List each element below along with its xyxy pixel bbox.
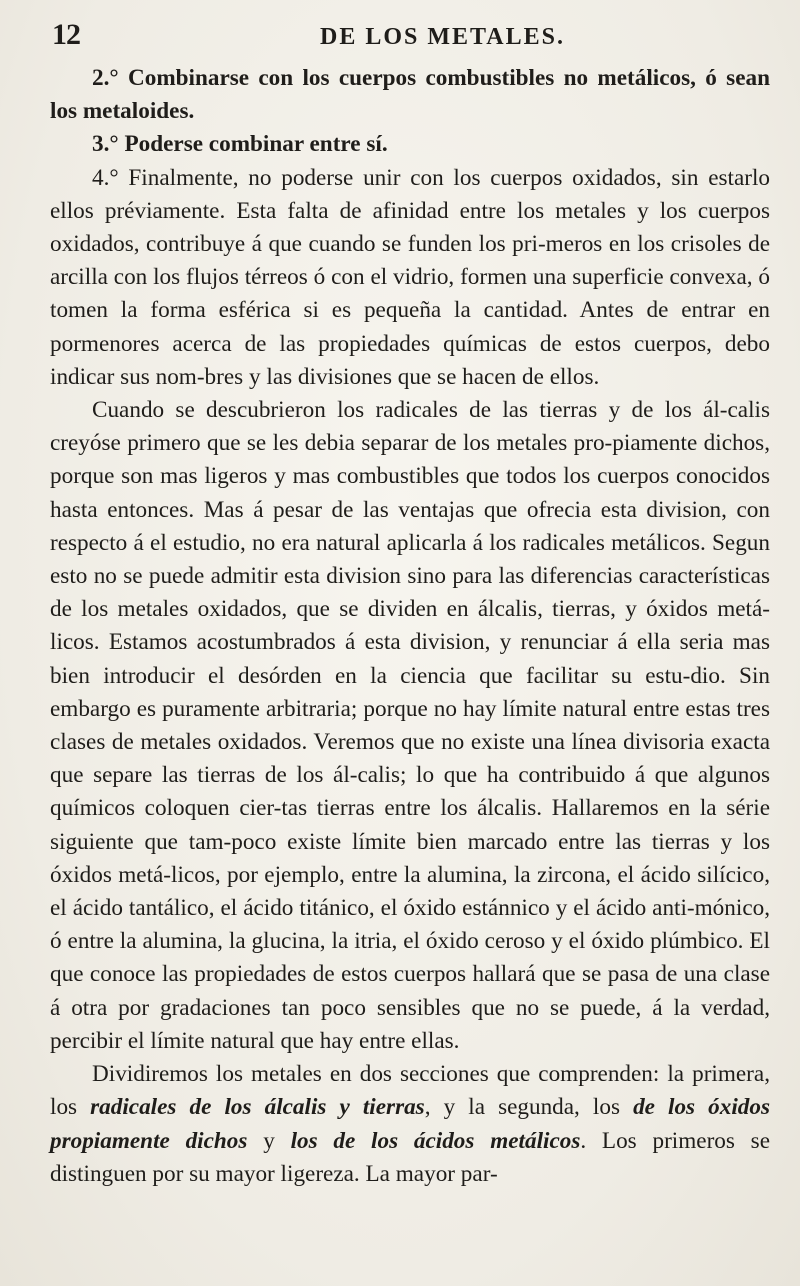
emphasis-radicales: radicales de los álcalis y tierras [90, 1094, 425, 1121]
body-text [50, 62, 770, 1191]
paragraph-divisions-text-2: , y la segunda, los [424, 1094, 634, 1121]
emphasis-oxidos: de los óxidos propiamente dichos [50, 1094, 770, 1154]
paragraph-divisions-text-1: Dividiremos los metales en dos secciones que comprenden: la primera, los [50, 1061, 770, 1121]
emphasis-acidos: los de los ácidos metálicos [290, 1127, 581, 1154]
running-title: DE LOS METALES. [320, 24, 565, 50]
paragraph-radicales: Cuando se descubrieron los radicales de las tierras y de los ál-calis creyóse primero que se les debia separar de los metales pro-piamente dichos, porque son mas ligeros y mas combustibles que todos los cuerpos conocidos hasta entonces. Mas á pesar de las ventajas que ofrecia esta division, con respecto á el estudio, no era natural aplicarla á los radicales metálicos. Segun esto no se puede admitir esta division sino para las diferencias características de los metales oxidados, que se dividen en álcalis, tierras, y óxidos metá-licos. Estamos acostumbrados á esta division, y renunciar á ella seria mas bien introducir el desórden en la ciencia que facilitar su estu-dio. Sin embargo es puramente arbitraria; porque no hay límite natural entre estas tres clases de metales oxidados. Veremos que no existe una línea divisoria exacta que separe las tierras de los ál-calis; lo que ha contribuido á que algunos químicos coloquen cier-tas tierras entre los álcalis. Hallaremos en la série siguiente que tam-poco existe límite bien marcado entre las tierras y los óxidos metá-licos, por ejemplo, entre la alumina, la zircona, el ácido silícico, el ácido tantálico, el ácido titánico, el óxido estánnico y el ácido anti-mónico, ó entre la alumina, la glucina, la itria, el óxido ceroso y el óxido plúmbico. El que conoce las propiedades de estos cuerpos hallará que se pasa de una clase á otra por gradaciones tan poco sensibles que no se puede, á la verdad, percibir el límite natural que hay entre ellas. [50, 397, 770, 1054]
paragraph-item-4: 4.° Finalmente, no poderse unir con los cuerpos oxidados, sin estarlo ellos préviamente. Esta falta de afinidad entre los metales y los cuerpos oxidados, contribuye á que cuando se funden los pri-meros en los crisoles de arcilla con los flujos térreos ó con el vidrio, formen una superficie convexa, ó tomen la forma esférica si es pequeña la cantidad. Antes de entrar en pormenores acerca de las propiedades químicas de estos cuerpos, debo indicar sus nom-bres y las divisiones que se hacen de ellos. [50, 164, 770, 390]
paragraph-item-2: 2.° Combinarse con los cuerpos combustibles no metálicos, ó sean los metaloides. [50, 65, 770, 125]
page-number: 12 [52, 18, 80, 51]
paragraph-divisions [50, 1058, 770, 1191]
paragraph-item-3: 3.° Poderse combinar entre sí. [92, 131, 388, 158]
paragraph-divisions-text-3: y [247, 1127, 291, 1154]
running-head [50, 18, 770, 62]
paragraph-divisions-text-4: . Los primeros se distinguen por su mayor ligereza. La mayor par- [50, 1127, 770, 1187]
